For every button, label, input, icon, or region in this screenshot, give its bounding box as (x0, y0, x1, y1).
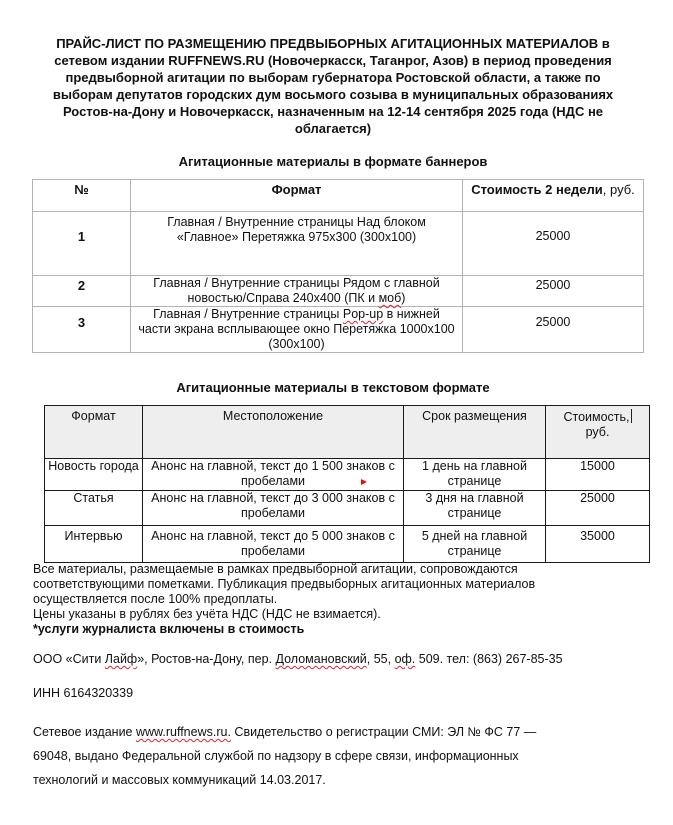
table-row (45, 491, 650, 526)
title-line: предвыборной агитации по выборам губернатора Ростовской области, а также по (65, 70, 601, 85)
row-format: Интервью (45, 526, 143, 563)
spellcheck-word: моб (378, 291, 402, 305)
row-format: Статья (45, 491, 143, 526)
header-price (463, 180, 644, 212)
header-format: Формат (131, 180, 463, 212)
table-row (33, 276, 644, 307)
media-prefix: Сетевое издание (33, 725, 136, 739)
header-price: Стоимость, руб. (546, 406, 650, 459)
header-price-bold: Стоимость 2 недели (471, 182, 603, 197)
row-price: 25000 (463, 276, 644, 307)
title-line: сетевом издании RUFFNEWS.RU (Новочеркасск, Таганрог, Азов) в период проведения (54, 53, 612, 68)
row-price: 35000 (546, 526, 650, 563)
text-cursor (631, 409, 632, 423)
row-price: 15000 (546, 459, 650, 491)
notes-vat: Цены указаны в рублях без учёта НДС (НДС не взимается). (33, 607, 381, 621)
table-row (45, 526, 650, 563)
row-price: 25000 (463, 212, 644, 276)
comment-marker-icon[interactable] (361, 479, 367, 485)
inn: ИНН 6164320339 (33, 686, 134, 700)
row-price: 25000 (546, 491, 650, 526)
company-prefix: ООО «Сити (33, 652, 105, 666)
registration-line: технологий и массовых коммуникаций 14.03.2017. (33, 773, 326, 787)
text-materials-table (44, 405, 650, 563)
spellcheck-word: оф. (394, 652, 416, 666)
row-format: Новость города (45, 459, 143, 491)
row-location: Анонс на главной, текст до 3 000 знаков с пробелами (143, 491, 404, 526)
header-format: Формат (45, 406, 143, 459)
notes-block (33, 562, 653, 637)
title-line: ПРАЙС-ЛИСТ ПО РАЗМЕЩЕНИЮ ПРЕДВЫБОРНЫХ АГИТАЦИОННЫХ МАТЕРИАЛОВ в (56, 36, 610, 51)
text-materials-section-title: Агитационные материалы в текстовом формате (176, 380, 490, 395)
company-address (33, 652, 653, 666)
header-price-unit: , руб. (602, 182, 635, 197)
row-num: 2 (33, 276, 131, 307)
address-mid: , 55, (366, 652, 395, 666)
banners-table (32, 179, 644, 353)
row-num: 1 (33, 212, 131, 276)
company-mid: », Ростов-на-Дону, пер. (137, 652, 276, 666)
row-price: 25000 (463, 307, 644, 353)
media-registration (33, 720, 653, 792)
row-format: Главная / Внутренние страницы Pop-up в нижней части экрана всплывающее окно Перетяжка 1000x100 (300x100) (131, 307, 463, 353)
row-location: Анонс на главной, текст до 5 000 знаков с пробелами (143, 526, 404, 563)
table-row (33, 212, 644, 276)
notes-journalist: *услуги журналиста включены в стоимость (33, 622, 305, 636)
table-header-row (45, 406, 650, 459)
header-term: Срок размещения (404, 406, 546, 459)
notes-paragraph: Все материалы, размещаемые в рамках предвыборной агитации, сопровождаются соответствующими пометками. Публикация предвыборных агитационных материалов осуществляется после 100% предоплаты. (33, 562, 536, 606)
row-term: 1 день на главной странице (404, 459, 546, 491)
document-title (20, 35, 646, 137)
row-num: 3 (33, 307, 131, 353)
table-row (33, 307, 644, 353)
row-location-text: Анонс на главной, текст до 1 500 знаков с пробелами (151, 459, 395, 488)
banners-section-title: Агитационные материалы в формате баннеров (178, 154, 488, 169)
title-line: облагается) (294, 121, 372, 136)
spellcheck-word: Pop-up (342, 307, 384, 321)
website-link[interactable]: www.ruffnews.ru. (135, 725, 231, 739)
title-line: Ростов-на-Дону и Новочеркасск, назначенным на 12-14 сентября 2025 года (НДС не (62, 104, 604, 119)
address-tail: 509. тел: (863) 267-85-35 (415, 652, 563, 666)
row-term: 3 дня на главной странице (404, 491, 546, 526)
row-term: 5 дней на главной странице (404, 526, 546, 563)
row-format: Главная / Внутренние страницы Над блоком «Главное» Перетяжка 975x300 (300x100) (131, 212, 463, 276)
table-row (45, 459, 650, 491)
header-location: Местоположение (143, 406, 404, 459)
registration-line: 69048, выдано Федеральной службой по надзору в сфере связи, информационных (33, 749, 519, 763)
spellcheck-word: Лайф (104, 652, 138, 666)
row-location (143, 459, 404, 491)
row-format: Главная / Внутренние страницы Рядом с главной новостью/Справа 240x400 (ПК и моб) (131, 276, 463, 307)
spellcheck-word: Доломановский (275, 652, 367, 666)
header-num: № (33, 180, 131, 212)
title-line: выборам депутатов городских дум восьмого созыва в муниципальных образованиях (52, 87, 614, 102)
table-header-row (33, 180, 644, 212)
registration-line: Свидетельство о регистрации СМИ: ЭЛ № ФС 77 — (230, 725, 537, 739)
